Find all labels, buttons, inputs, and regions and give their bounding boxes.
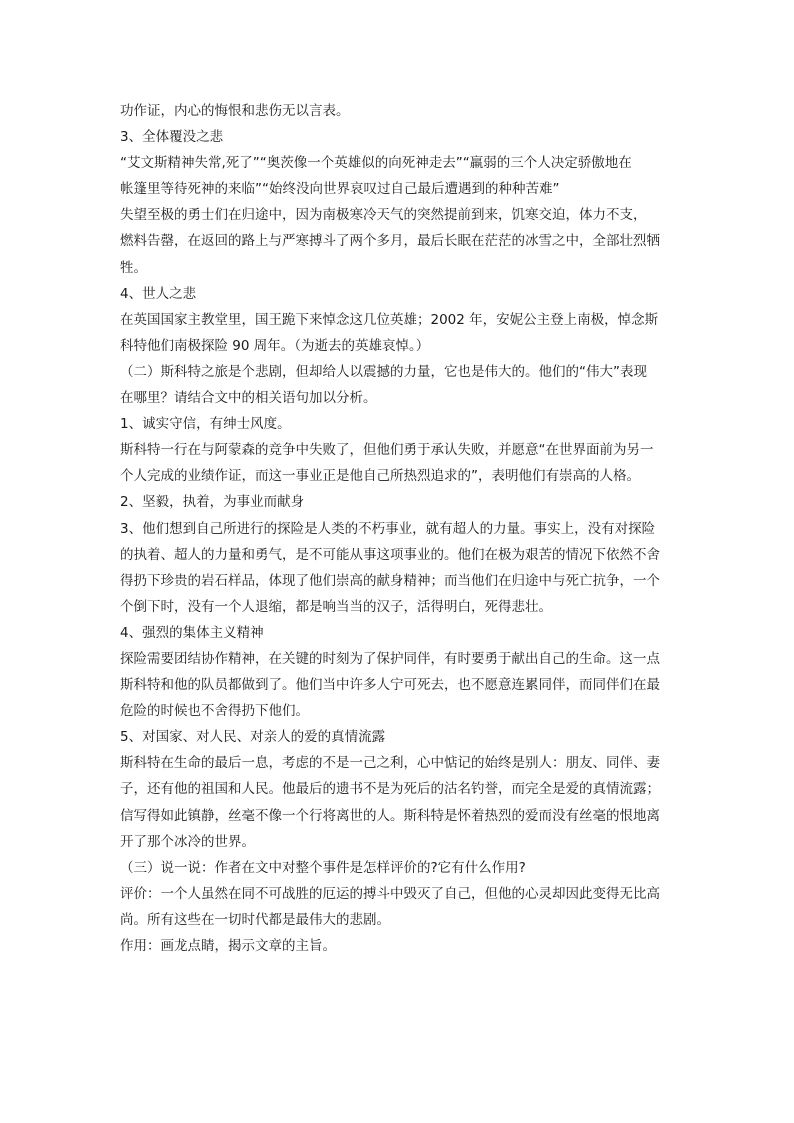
- text-line: 的执着、超人的力量和勇气，是不可能从事这项事业的。他们在极为艰苦的情况下依然不舍: [120, 546, 660, 563]
- text-line: 5、对国家、对人民、对亲人的爱的真情流露: [120, 729, 386, 746]
- paragraph: [120, 124, 680, 150]
- text-line: 在哪里？请结合文中的相关语句加以分析。: [120, 390, 377, 407]
- text-line: 4、强烈的集体主义精神: [120, 624, 264, 641]
- text-line: 评价：一个人虽然在同不可战胜的厄运的搏斗中毁灭了自己，但他的心灵却因此变得无比高: [120, 885, 660, 902]
- paragraph: [120, 98, 680, 124]
- paragraph: [120, 724, 680, 750]
- text-line: 危险的时候也不舍得扔下他们。: [120, 703, 309, 720]
- text-line: 在英国国家主教堂里，国王跪下来悼念这几位英雄；2002 年，安妮公主登上南极，悼念斯: [120, 311, 659, 328]
- text-line: 尚。所有这些在一切时代都是最伟大的悲剧。: [120, 911, 390, 928]
- paragraph: [120, 307, 680, 359]
- text-line: 得扔下珍贵的岩石样品，体现了他们崇高的献身精神；而当他们在归途中与死亡抗争，一个: [120, 572, 660, 589]
- text-line: 功作证，内心的悔恨和悲伤无以言表。: [120, 103, 350, 119]
- paragraph: [120, 516, 680, 620]
- paragraph: [120, 489, 680, 515]
- text-line: （三）说一说：作者在文中对整个事件是怎样评价的?它有什么作用?: [120, 859, 526, 876]
- text-line: 斯科特一行在与阿蒙森的竞争中失败了，但他们勇于承认失败，并愿意“在世界面前为另一: [120, 442, 654, 459]
- text-line: 燃料告罄，在返回的路上与严寒搏斗了两个多月，最后长眠在茫茫的冰雪之中，全部壮烈牺: [120, 233, 660, 250]
- paragraph: [120, 933, 680, 959]
- paragraph: [120, 855, 680, 881]
- document-body: [120, 98, 680, 959]
- paragraph: [120, 411, 680, 437]
- text-line: 探险需要团结协作精神，在关键的时刻为了保护同伴，有时要勇于献出自己的生命。这一点: [120, 650, 660, 667]
- paragraph: [120, 437, 680, 489]
- text-line: 科特他们南极探险 90 周年。（为逝去的英雄哀悼。）: [120, 337, 430, 354]
- paragraph: [120, 359, 680, 411]
- text-line: “艾文斯精神失常,死了”“奥茨像一个英雄似的向死神走去”“羸弱的三个人决定骄傲地在: [120, 155, 632, 172]
- paragraph: [120, 881, 680, 933]
- text-line: 作用：画龙点睛，揭示文章的主旨。: [120, 938, 336, 954]
- paragraph: [120, 281, 680, 307]
- paragraph: [120, 202, 680, 280]
- text-line: 2、坚毅，执着，为事业而献身: [120, 494, 305, 511]
- paragraph: [120, 620, 680, 646]
- text-line: 3、他们想到自己所进行的探险是人类的不朽事业，就有超人的力量。事实上，没有对探险: [120, 520, 656, 537]
- text-line: （二）斯科特之旅是个悲剧，但却给人以震撼的力量，它也是伟大的。他们的“伟大”表现: [120, 363, 647, 380]
- text-line: 1、诚实守信，有绅士风度。: [120, 416, 291, 433]
- text-line: 帐篷里等待死神的来临”“始终没向世界哀叹过自己最后遭遇到的种种苦难”: [120, 181, 560, 198]
- text-line: 信写得如此镇静，丝毫不像一个行将离世的人。斯科特是怀着热烈的爱而没有丝毫的恨地离: [120, 807, 660, 824]
- text-line: 斯科特在生命的最后一息，考虑的不是一己之利，心中惦记的始终是别人：朋友、同伴、妻: [120, 755, 660, 772]
- text-line: 个倒下时，没有一个人退缩，都是响当当的汉子，活得明白，死得悲壮。: [120, 598, 552, 615]
- text-line: 开了那个冰冷的世界。: [120, 833, 255, 850]
- text-line: 失望至极的勇士们在归途中，因为南极寒冷天气的突然提前到来，饥寒交迫，体力不支，: [120, 207, 647, 224]
- text-line: 子，还有他的祖国和人民。他最后的遗书不是为死后的沽名钓誉，而完全是爱的真情流露；: [120, 781, 660, 798]
- paragraph: [120, 150, 680, 202]
- text-line: 4、世人之悲: [120, 285, 197, 302]
- text-line: 斯科特和他的队员都做到了。他们当中许多人宁可死去，也不愿意连累同伴，而同伴们在最: [120, 677, 660, 694]
- text-line: 3、全体覆没之悲: [120, 129, 224, 146]
- paragraph: [120, 646, 680, 724]
- paragraph: [120, 750, 680, 854]
- text-line: 牲。: [120, 259, 147, 276]
- text-line: 个人完成的业绩作证，而这一事业正是他自己所热烈追求的”，表明他们有崇高的人格。: [120, 468, 640, 485]
